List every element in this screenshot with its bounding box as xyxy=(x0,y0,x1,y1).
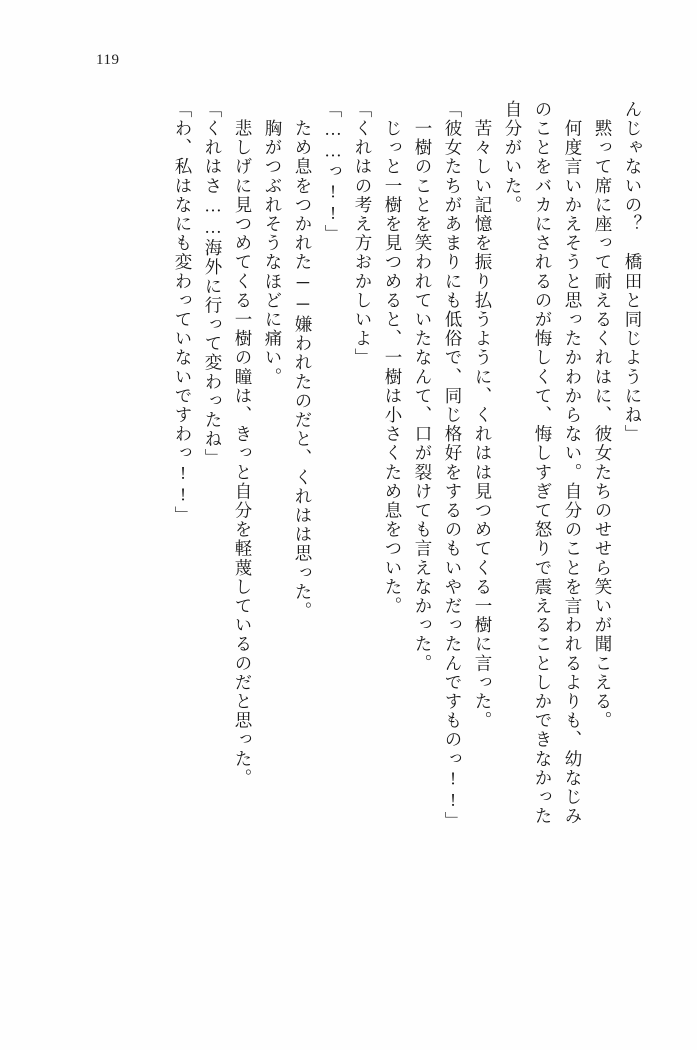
text-column: んじゃないの？ 橋田と同じようにね」 xyxy=(623,100,643,444)
text-column: 胸がつぶれそうなほどに痛い。 xyxy=(263,100,283,387)
text-column: 「くれはさ……海外に行って変わったね」 xyxy=(203,100,223,468)
text-column: のことをバカにされるのが悔しくて、悔しすぎて怒りで震えることしかできなかった xyxy=(533,100,553,826)
vertical-text-body xyxy=(60,100,641,980)
text-column: 黙って席に座って耐えるくれはに、彼女たちのせせら笑いが聞こえる。 xyxy=(593,100,613,731)
text-column: 「わ、私はなにも変わっていないですわっ!!」 xyxy=(173,100,193,526)
text-column: 苦々しい記憶を振り払うように、くれはは見つめてくる一樹に言った。 xyxy=(473,100,493,731)
text-column: じっと一樹を見つめると、一樹は小さくため息をついた。 xyxy=(383,100,403,616)
text-column: 「……っ!!」 xyxy=(323,100,343,244)
text-column: 自分がいた。 xyxy=(503,100,523,215)
text-column: ため息をつかれた──嫌われたのだと、くれはは思った。 xyxy=(293,100,313,621)
text-column: 悲しげに見つめてくる一樹の瞳は、きっと自分を軽蔑しているのだと思った。 xyxy=(233,100,253,788)
page-number: 119 xyxy=(96,52,120,68)
text-column: 何度言いかえそうと思ったかわからない。自分のことを言われるよりも、幼なじみ xyxy=(563,100,583,826)
text-column: 一樹のことを笑われていたなんて、口が裂けても言えなかった。 xyxy=(413,100,433,673)
text-column: 「彼女たちがあまりにも低俗で、同じ格好をするのもいやだったんですものっ!!」 xyxy=(443,100,463,831)
text-column: 「くれはの考え方おかしいよ」 xyxy=(353,100,373,368)
